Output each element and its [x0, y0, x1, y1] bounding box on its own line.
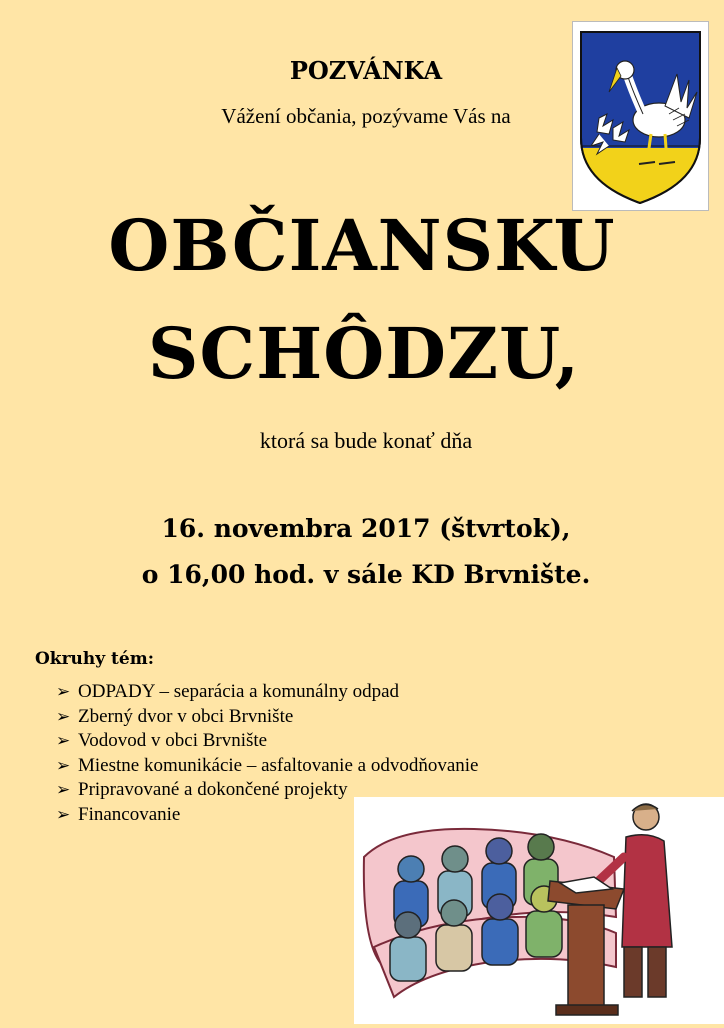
topic-label: ODPADY – separácia a komunálny odpad	[78, 681, 399, 702]
title-line-1: OBČIANSKU	[108, 204, 616, 287]
meeting-place: o 16,00 hod. v sále KD Brvnište.	[141, 560, 591, 589]
arrow-bullet-icon: ➢	[56, 804, 71, 824]
topic-label: Financovanie	[78, 803, 181, 825]
topic-label: Vodovod v obci Brvnište	[78, 730, 268, 751]
arrow-bullet-icon: ➢	[56, 755, 71, 775]
meeting-date: 16. novembra 2017 (štvrtok),	[161, 514, 571, 543]
arrow-bullet-icon: ➢	[56, 780, 71, 799]
topic-label: Miestne komunikácie – asfaltovanie a odvodňovanie	[78, 754, 479, 776]
subtitle-text: ktorá sa bude konať dňa	[259, 428, 473, 453]
arrow-bullet-icon: ➢	[56, 731, 71, 750]
arrow-bullet-icon: ➢	[56, 706, 71, 726]
arrow-bullet-icon: ➢	[56, 682, 71, 701]
invitation-heading: POZVÁNKA	[289, 56, 443, 85]
list-item	[56, 705, 478, 730]
list-item	[56, 729, 478, 754]
list-item	[56, 754, 478, 779]
list-item	[56, 680, 478, 705]
topics-title: Okruhy tém:	[35, 649, 154, 669]
pelican-coat-of-arms-icon	[572, 21, 709, 211]
title-line-2: SCHÔDZU,	[147, 312, 581, 395]
topic-label: Pripravované a dokončené projekty	[78, 779, 348, 800]
greeting-text: Vážení občania, pozývame Vás na	[221, 104, 511, 128]
audience-speaker-illustration	[354, 797, 724, 1024]
topic-label: Zberný dvor v obci Brvnište	[78, 705, 294, 727]
